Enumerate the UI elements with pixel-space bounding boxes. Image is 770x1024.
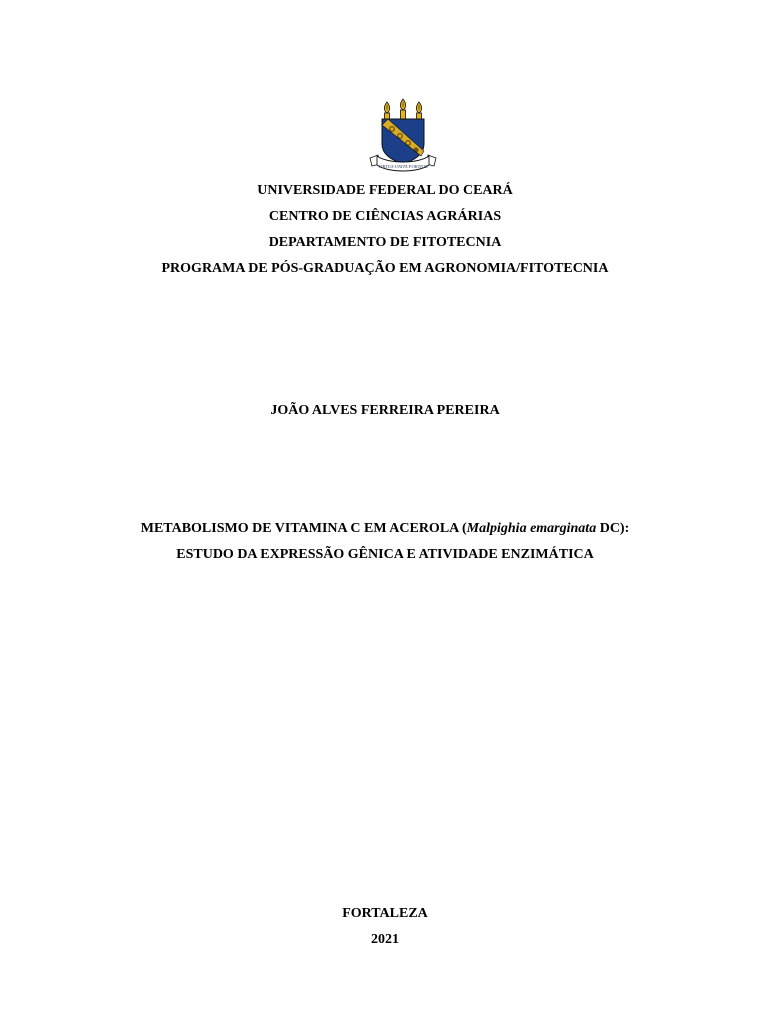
university-name: UNIVERSIDADE FEDERAL DO CEARÁ <box>257 183 513 198</box>
torch-icon <box>416 102 421 119</box>
year: 2021 <box>371 932 399 947</box>
department-name: DEPARTAMENTO DE FITOTECNIA <box>268 235 502 250</box>
program-name: PROGRAMA DE PÓS-GRADUAÇÃO EM AGRONOMIA/FITOTECNIA <box>161 261 609 276</box>
city-name: FORTALEZA <box>342 906 428 921</box>
center-name: CENTRO DE CIÊNCIAS AGRÁRIAS <box>268 209 502 224</box>
torch-icon <box>384 102 389 119</box>
crest-motto: VIRTUS UNITA FORTIOR <box>378 164 428 169</box>
species-name: Malpighia emarginata <box>466 521 597 536</box>
thesis-title-line-1 <box>0 520 770 538</box>
title-text-start: METABOLISMO DE VITAMINA C EM ACEROLA ( <box>140 521 467 536</box>
university-crest-icon <box>368 98 438 176</box>
torch-icon <box>400 99 405 119</box>
title-text-end: DC): <box>596 521 630 536</box>
thesis-title-line-2: ESTUDO DA EXPRESSÃO GÊNICA E ATIVIDADE ENZIMÁTICA <box>176 547 594 562</box>
author-name: JOÃO ALVES FERREIRA PEREIRA <box>270 403 500 418</box>
